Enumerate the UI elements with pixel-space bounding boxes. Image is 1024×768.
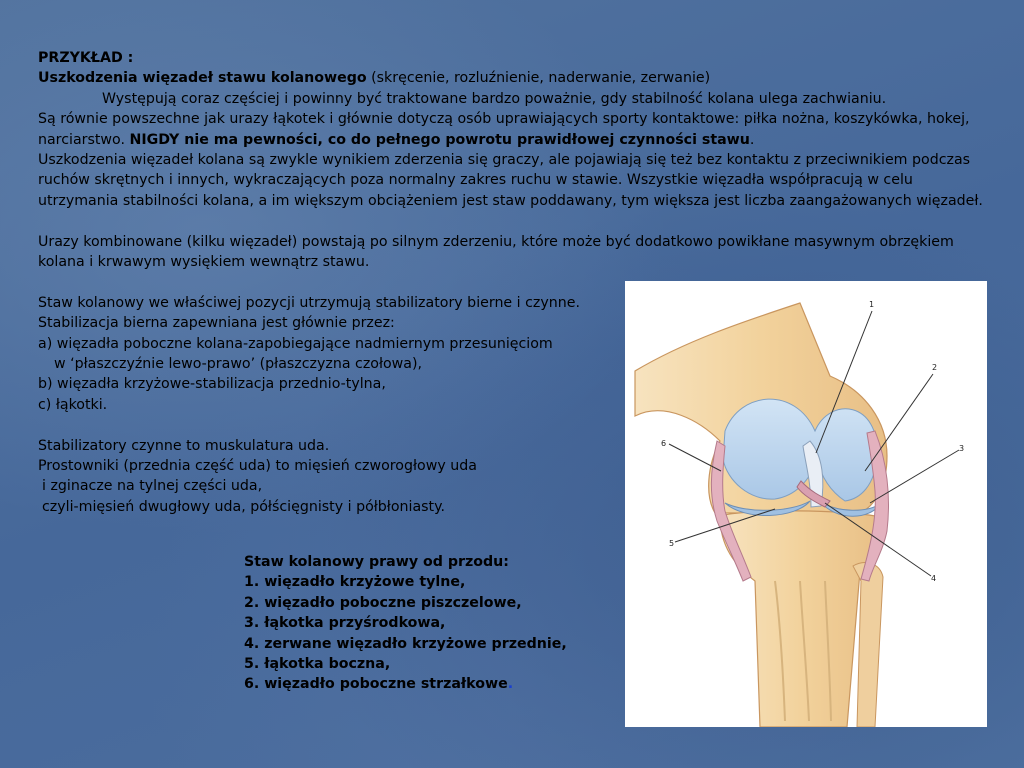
legend-item-2: 2. więzadło poboczne piszczelowe, (244, 594, 522, 611)
figure-legend (244, 552, 624, 695)
paragraph-5-line-1: Staw kolanowy we właściwej pozycji utrzymują stabilizatory bierne i czynne. (38, 294, 580, 311)
knee-illustration (625, 281, 987, 727)
paragraph-2 (38, 109, 988, 150)
callout-5: 5 (669, 539, 675, 548)
paragraph-2-end: . (749, 131, 755, 148)
callout-3: 3 (959, 444, 965, 453)
callout-6: 6 (661, 439, 667, 448)
legend-item-5: 5. łąkotka boczna, (244, 656, 391, 673)
paragraph-2-bold: NIGDY nie ma pewności, co do pełnego powrotu prawidłowej czynności stawu (129, 131, 750, 148)
paragraph-5-line-6: c) łąkotki. (38, 396, 108, 413)
legend-item-4: 4. zerwane więzadło krzyżowe przednie, (244, 635, 567, 652)
legend-item-3: 3. łąkotka przyśrodkowa, (244, 615, 446, 632)
legend-final-dot: . (507, 676, 514, 693)
paragraph-6-line-2: Prostowniki (przednia część uda) to mięsień czworogłowy uda (38, 458, 477, 475)
paragraph-2-start: Są równie powszechne jak urazy łąkotek i głównie dotyczą osób uprawiających sporty kontaktowe: piłka nożna, koszykówka, hokej, narciarstwo. (38, 111, 970, 148)
legend-title: Staw kolanowy prawy od przodu: (244, 554, 509, 570)
callout-4: 4 (931, 574, 937, 583)
paragraph-5-line-4: w ‘płaszczyźnie lewo-prawo’ (płaszczyzna czołowa), (54, 356, 423, 373)
paragraph-5-line-2: Stabilizacja bierna zapewniana jest głównie przez: (38, 315, 395, 332)
heading-bold: Uszkodzenia więzadeł stawu kolanowego (38, 70, 367, 87)
paragraph-3: Uszkodzenia więzadeł kolana są zwykle wynikiem zderzenia się graczy, ale pojawiają się też bez kontaktu z przeciwnikiem podczas ruchów skrętnych i innych, wykraczających poza normalny zakres ruchu w stawie. Wszystkie więzadła współpracują w celu utrzymania stabilności kolana, a im większym obciążeniem jest staw poddawany, tym większa jest liczba zaangażowanych więzadeł. (38, 152, 983, 209)
legend-item-6-text: 6. więzadło poboczne strzałkowe (244, 676, 508, 693)
paragraph-6-line-1: Stabilizatory czynne to muskulatura uda. (38, 437, 330, 454)
paragraph-6-line-4: czyli-mięsień dwugłowy uda, półścięgnisty i półbłoniasty. (42, 498, 445, 515)
knee-anatomy-figure (625, 281, 987, 727)
callout-1: 1 (869, 300, 875, 309)
spacer (38, 211, 988, 231)
example-label: PRZYKŁAD : (38, 50, 134, 66)
paragraph-4: Urazy kombinowane (kilku więzadeł) powstają po silnym zderzeniu, które może być dodatkowo powikłane masywnym obrzękiem kolana i krwawym wysiękiem wewnątrz stawu. (38, 233, 954, 271)
paragraph-5-line-3: a) więzadła poboczne kolana-zapobiegające nadmiernym przesunięciom (38, 335, 553, 352)
paragraph-5-line-5: b) więzadła krzyżowe-stabilizacja przednio-tylna, (38, 376, 386, 393)
heading-rest: (skręcenie, rozluźnienie, naderwanie, zerwanie) (366, 70, 711, 87)
legend-item-6 (244, 674, 624, 694)
heading (38, 68, 988, 88)
callout-2: 2 (932, 363, 938, 372)
paragraph-6-line-3: i zginacze na tylnej części uda, (42, 478, 263, 495)
legend-item-1: 1. więzadło krzyżowe tylne, (244, 574, 466, 591)
paragraph-1: Występują coraz częściej i powinny być traktowane bardzo poważnie, gdy stabilność kolana ulega zachwianiu. (102, 90, 887, 107)
